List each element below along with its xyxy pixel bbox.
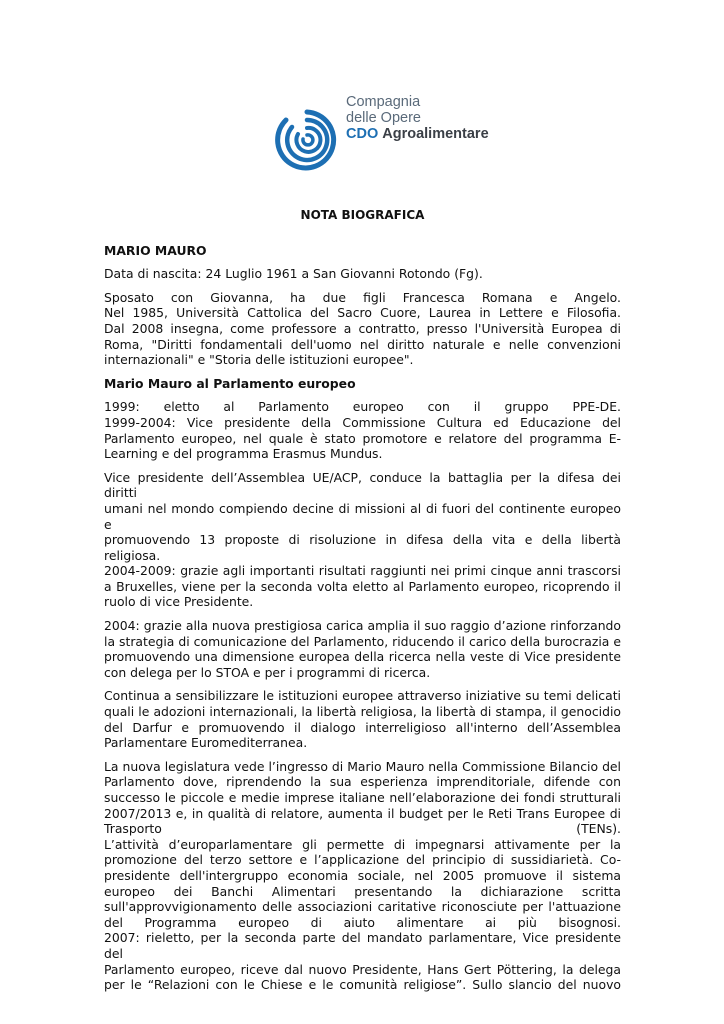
paragraph-personal bbox=[104, 290, 621, 368]
text-line: Learning e del programma Erasmus Mundus. bbox=[104, 446, 383, 462]
paragraph-legislature bbox=[104, 759, 621, 993]
text-line: umani nel mondo compiendo decine di missioni al di fuori del continente europeo e bbox=[104, 500, 621, 532]
text-line: promuovendo una dimensione europea della ricerca nella veste di Vice presidente bbox=[104, 649, 621, 665]
paragraph-2004 bbox=[104, 618, 621, 680]
text-line: con delega per lo STOA e per i programmi di ricerca. bbox=[104, 664, 431, 680]
text-line: a Bruxelles, viene per la seconda volta eletto al Parlamento europeo, ricoprendo il bbox=[104, 578, 621, 594]
logo-cdo: CDO bbox=[346, 126, 379, 142]
text-line: Parlamentare Euromediterranea. bbox=[104, 735, 308, 751]
text-line: Parlamento europeo, riceve dal nuovo Presidente, Hans Gert Pöttering, la delega bbox=[104, 961, 621, 977]
text-line: Parlamento europeo, nel quale è stato promotore e relatore del programma E- bbox=[104, 430, 621, 446]
logo-line-2: delle Opere bbox=[346, 110, 421, 126]
text-line: ruolo di vice Presidente. bbox=[104, 594, 254, 610]
text-line: quali le adozioni internazionali, la libertà religiosa, la libertà di stampa, il genocidio bbox=[104, 704, 621, 720]
text-line: 2004: grazie alla nuova prestigiosa carica amplia il suo raggio d’azione rinforzando bbox=[104, 618, 621, 634]
text-line: presidente dell'intergruppo economia sociale, nel 2005 promuove il sistema bbox=[104, 867, 621, 883]
text-line: 2007/2013 e, in qualità di relatore, aumenta il budget per le Reti Trans Europee di bbox=[104, 805, 621, 821]
text-line: promozione del terzo settore e l’applicazione del principio di sussidiarietà. Co- bbox=[104, 852, 621, 868]
text-line: del Programma europeo di aiuto alimentare ai più bisognosi. bbox=[104, 914, 621, 930]
text-line: Trasporto (TENs). bbox=[104, 821, 621, 837]
text-line: per le “Relazioni con le Chiese e le comunità religiose”. Sullo slancio del nuovo bbox=[104, 977, 621, 993]
text-line: Sposato con Giovanna, ha due figli Francesca Romana e Angelo. bbox=[104, 289, 621, 305]
logo-agroalimentare: Agroalimentare bbox=[382, 126, 489, 142]
text-line: internazionali" e "Storia delle istituzioni europee". bbox=[104, 352, 414, 368]
text-line: Nel 1985, Università Cattolica del Sacro Cuore, Laurea in Lettere e Filosofia. bbox=[104, 305, 621, 321]
text-line: sull'approvvigionamento delle associazioni caritative riconosciute per l'attuazione bbox=[104, 899, 621, 915]
text-line: promuovendo 13 proposte di risoluzione in difesa della vita e della libertà religiosa. bbox=[104, 532, 621, 563]
spiral-icon bbox=[274, 92, 340, 172]
logo-line-3 bbox=[346, 126, 489, 142]
text-line: Dal 2008 insegna, come professore a contratto, presso l'Università Europea di bbox=[104, 320, 621, 336]
text-line: Vice presidente dell’Assemblea UE/ACP, conduce la battaglia per la difesa dei diritti bbox=[104, 469, 621, 501]
text-line: La nuova legislatura vede l’ingresso di Mario Mauro nella Commissione Bilancio del bbox=[104, 758, 621, 774]
logo-line-1: Compagnia bbox=[346, 94, 421, 110]
text-line: la strategia di comunicazione del Parlamento, riducendo il carico della burocrazia e bbox=[104, 633, 621, 649]
section-heading: Mario Mauro al Parlamento europeo bbox=[104, 375, 356, 391]
document-body bbox=[104, 208, 621, 1001]
text-line: 2007: rieletto, per la seconda parte del mandato parlamentare, Vice presidente del bbox=[104, 930, 621, 961]
text-line: Continua a sensibilizzare le istituzioni europee attraverso iniziative su temi delicati bbox=[104, 688, 621, 704]
text-line: 2004-2009: grazie agli importanti risultati raggiunti nei primi cinque anni trascorsi bbox=[104, 563, 621, 579]
paragraph-acp bbox=[104, 470, 621, 610]
text-line: successo le piccole e medie imprese italiane nell’elaborazione dei fondi strutturali bbox=[104, 790, 621, 805]
text-line: europeo dei Banchi Alimentari presentando la dichiarazione scritta bbox=[104, 883, 621, 899]
cdo-logo bbox=[274, 92, 489, 172]
document-title: NOTA BIOGRAFICA bbox=[300, 208, 425, 222]
text-line: 1999-2004: Vice presidente della Commissione Cultura ed Educazione del bbox=[104, 414, 621, 430]
text-line: 1999: eletto al Parlamento europeo con il gruppo PPE-DE. bbox=[104, 399, 621, 415]
paragraph-1999 bbox=[104, 399, 621, 461]
text-line: L’attività d’europarlamentare gli permette di impegnarsi attivamente per la bbox=[104, 836, 621, 852]
paragraph-sensitization bbox=[104, 688, 621, 750]
text-line: Roma, "Diritti fondamentali dell'uomo nel diritto naturale e nelle convenzioni bbox=[104, 336, 621, 352]
logo-text bbox=[346, 94, 489, 142]
birth-info: Data di nascita: 24 Luglio 1961 a San Giovanni Rotondo (Fg). bbox=[104, 266, 483, 282]
text-line: del Darfur e promuovendo il dialogo interreligioso all'interno dell’Assemblea bbox=[104, 719, 621, 735]
person-name: MARIO MAURO bbox=[104, 242, 207, 258]
text-line: Parlamento dove, riprendendo la sua esperienza imprenditoriale, difende con bbox=[104, 774, 621, 790]
